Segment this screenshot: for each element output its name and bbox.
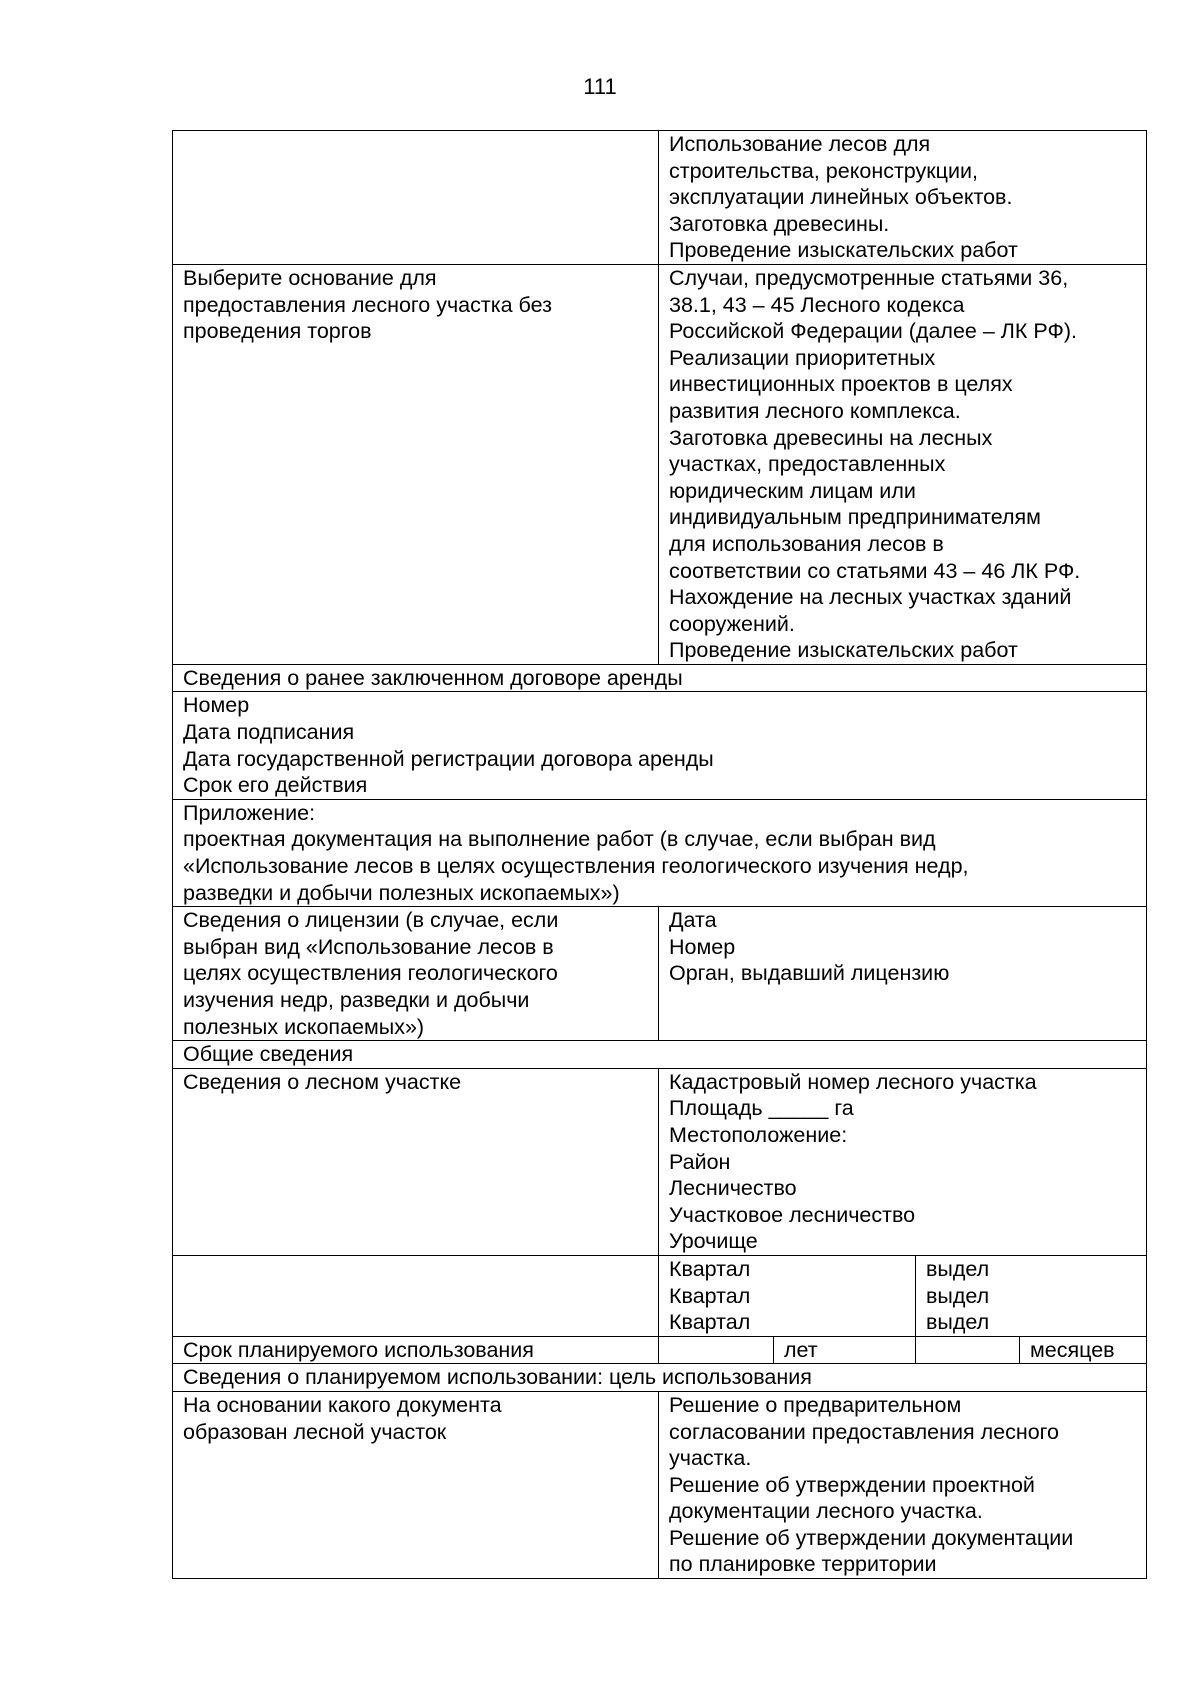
text-line: Участковое лесничество xyxy=(669,1202,916,1227)
page-number: 111 xyxy=(583,74,617,99)
previous-lease-fields-cell xyxy=(173,692,1147,799)
text-line: развития лесного комплекса. xyxy=(669,398,961,423)
table-row xyxy=(173,692,1147,799)
text-line: Площадь _____ га xyxy=(669,1096,854,1121)
years-value-cell xyxy=(659,1336,774,1364)
text-line: сооружений. xyxy=(669,611,795,636)
text-line: Квартал xyxy=(669,1310,751,1335)
text-line: по планировке территории xyxy=(669,1552,937,1577)
text-line: Дата государственной регистрации договора аренды xyxy=(183,746,714,771)
text-line: Дата xyxy=(669,908,717,933)
text-line: Выберите основание для xyxy=(183,265,437,290)
text-line: Использование лесов для xyxy=(669,132,931,156)
text-line: эксплуатации линейных объектов. xyxy=(669,185,1013,210)
table-row xyxy=(173,1364,1147,1392)
text-line: индивидуальным предпринимателям xyxy=(669,505,1041,530)
text-line: Квартал xyxy=(669,1256,751,1281)
basis-document-options-cell xyxy=(659,1391,1147,1578)
text-line: разведки и добычи полезных ископаемых») xyxy=(183,880,620,905)
text-line: выдел xyxy=(926,1310,990,1335)
text-line: Решение о предварительном xyxy=(669,1392,962,1417)
vydel-cell xyxy=(916,1255,1147,1336)
cell-empty xyxy=(173,131,659,265)
text-line: выдел xyxy=(926,1283,990,1308)
text-line: полезных ископаемых») xyxy=(183,1014,425,1039)
text-line: для использования лесов в xyxy=(669,531,944,556)
table-row xyxy=(173,664,1147,692)
table-row xyxy=(173,799,1147,906)
text-line: выбран вид «Использование лесов в xyxy=(183,934,554,959)
text-line: Орган, выдавший лицензию xyxy=(669,961,950,986)
forest-use-types-cell xyxy=(659,131,1147,265)
application-form-table xyxy=(172,130,1147,1579)
section-header-general: Общие сведения xyxy=(173,1041,1147,1069)
text-line: участках, предоставленных xyxy=(669,452,946,477)
text-line: соответствии со статьями 43 – 46 ЛК РФ. xyxy=(669,558,1081,583)
text-line: юридическим лицам или xyxy=(669,478,916,503)
text-line: инвестиционных проектов в целях xyxy=(669,372,1013,397)
text-line: На основании какого документа xyxy=(183,1392,502,1417)
usage-term-label: Срок планируемого использования xyxy=(173,1336,659,1364)
table-row xyxy=(173,131,1147,265)
text-line: Заготовка древесины на лесных xyxy=(669,425,993,450)
text-line: 38.1, 43 – 45 Лесного кодекса xyxy=(669,292,965,317)
forest-plot-label-cell: Сведения о лесном участке xyxy=(173,1068,659,1255)
cell-empty xyxy=(173,1255,659,1336)
kvartal-cell xyxy=(659,1255,916,1336)
text-line: «Использование лесов в целях осуществления геологического изучения недр, xyxy=(183,854,969,879)
attachment-cell xyxy=(173,799,1147,906)
basis-document-label-cell xyxy=(173,1391,659,1578)
text-line: документации лесного участка. xyxy=(669,1499,983,1524)
table-row xyxy=(173,1391,1147,1578)
text-line: Местоположение: xyxy=(669,1122,848,1147)
planned-use-purpose: Сведения о планируемом использовании: цель использования xyxy=(173,1364,1147,1392)
license-label-cell xyxy=(173,907,659,1041)
text-line: согласовании предоставления лесного xyxy=(669,1419,1060,1444)
text-line: Сведения о лицензии (в случае, если xyxy=(183,908,559,933)
months-value-cell xyxy=(916,1336,1020,1364)
text-line: выдел xyxy=(926,1256,990,1281)
text-line: Решение об утверждении документации xyxy=(669,1525,1074,1550)
text-line: Номер xyxy=(669,934,736,959)
text-line: предоставления лесного участка без xyxy=(183,292,552,317)
table-row xyxy=(173,1041,1147,1069)
license-fields-cell xyxy=(659,907,1147,1041)
text-line: изучения недр, разведки и добычи xyxy=(183,988,530,1012)
text-line: Лесничество xyxy=(669,1176,797,1201)
text-line: строительства, реконструкции, xyxy=(669,158,978,183)
text-line: Нахождение на лесных участках зданий xyxy=(669,585,1072,610)
text-line: Проведение изыскательских работ xyxy=(669,638,1018,663)
text-line: Срок его действия xyxy=(183,773,368,798)
text-line: Реализации приоритетных xyxy=(669,345,936,370)
text-line: Решение об утверждении проектной xyxy=(669,1472,1035,1497)
table-row xyxy=(173,264,1147,664)
table-row xyxy=(173,1255,1147,1336)
table-row xyxy=(173,907,1147,1041)
table-row xyxy=(173,1336,1147,1364)
text-line: Район xyxy=(669,1149,731,1174)
text-line: образован лесной участок xyxy=(183,1419,447,1444)
text-line: Урочище xyxy=(669,1229,758,1254)
text-line: проектная документация на выполнение работ (в случае, если выбран вид xyxy=(183,827,936,852)
text-line: проведения торгов xyxy=(183,319,372,344)
basis-label-cell xyxy=(173,264,659,664)
table-row xyxy=(173,1068,1147,1255)
text-line: Российской Федерации (далее – ЛК РФ). xyxy=(669,319,1077,344)
basis-options-cell xyxy=(659,264,1147,664)
text-line: Проведение изыскательских работ xyxy=(669,238,1018,263)
text-line: Приложение: xyxy=(183,800,316,825)
text-line: Номер xyxy=(183,693,250,718)
forest-plot-fields-cell xyxy=(659,1068,1147,1255)
text-line: Случаи, предусмотренные статьями 36, xyxy=(669,265,1069,290)
text-line: участка. xyxy=(669,1446,752,1471)
text-line: Квартал xyxy=(669,1283,751,1308)
text-line: Дата подписания xyxy=(183,720,355,745)
years-label: лет xyxy=(774,1336,916,1364)
text-line: Заготовка древесины. xyxy=(669,211,890,236)
months-label: месяцев xyxy=(1020,1336,1147,1364)
section-header-previous-lease: Сведения о ранее заключенном договоре аренды xyxy=(173,664,1147,692)
text-line: целях осуществления геологического xyxy=(183,961,558,986)
text-line: Кадастровый номер лесного участка xyxy=(669,1069,1037,1094)
